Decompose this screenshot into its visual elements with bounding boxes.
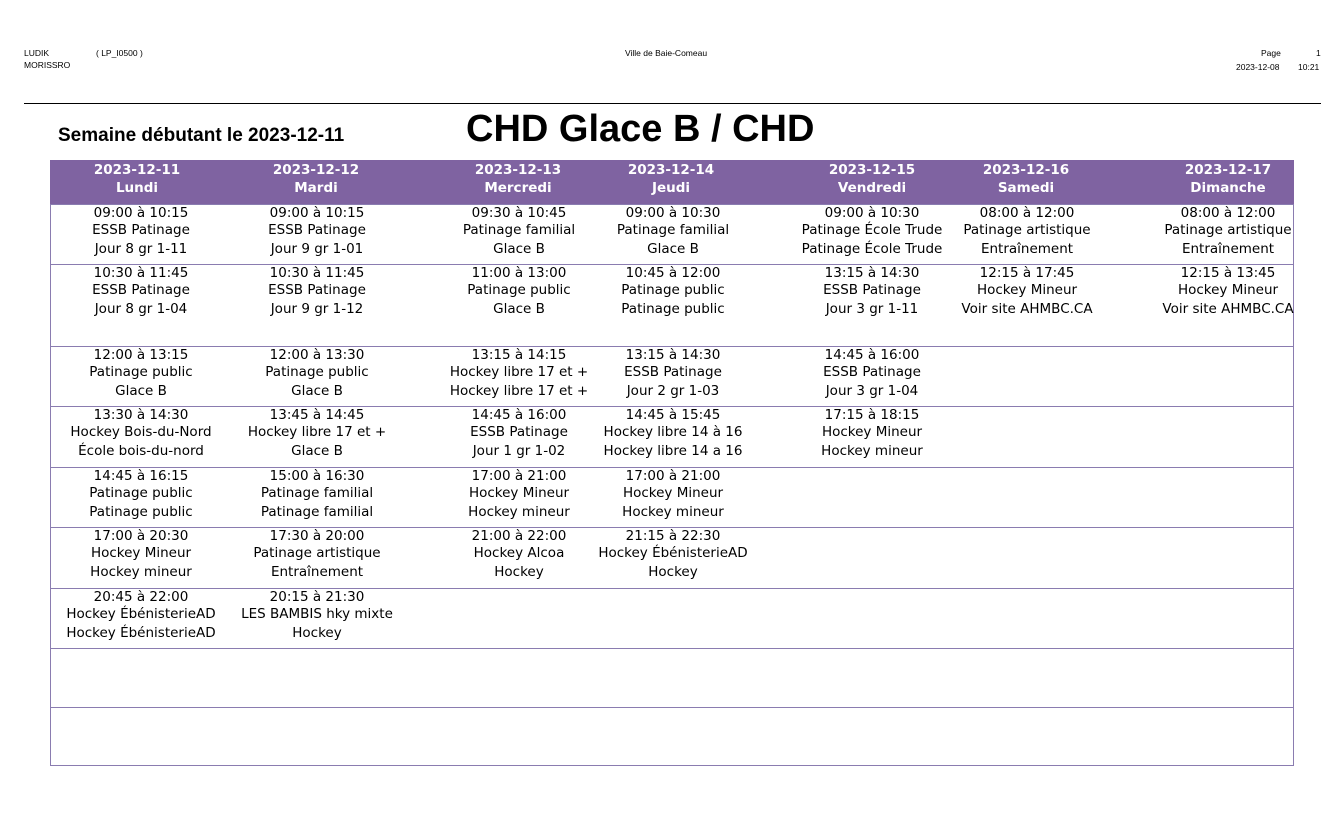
day-name: Jeudi	[651, 180, 691, 196]
day-name: Lundi	[115, 180, 159, 196]
entry-activity: Hockey Bois-du-Nord	[70, 424, 212, 440]
entry-time: 13:15 à 14:30	[625, 347, 721, 363]
entry-time: 09:00 à 10:15	[93, 205, 189, 221]
entry-detail: Hockey mineur	[468, 504, 570, 520]
schedule-entry	[53, 407, 229, 460]
entry-detail: Glace B	[493, 241, 545, 257]
schedule-entry	[1140, 205, 1316, 258]
schedule-entry	[939, 265, 1115, 318]
day-name: Samedi	[997, 180, 1055, 196]
entry-detail: Jour 8 gr 1-11	[94, 241, 188, 257]
entry-activity: Patinage artistique	[1164, 222, 1292, 238]
entry-activity: Patinage familial	[260, 485, 374, 501]
entry-detail: Patinage public	[621, 301, 725, 317]
day-date: 2023-12-11	[93, 162, 181, 178]
entry-activity: Hockey ÉbénisterieAD	[598, 545, 748, 561]
entry-activity: ESSB Patinage	[823, 364, 921, 380]
schedule-entry	[585, 265, 761, 318]
entry-activity: Hockey Mineur	[622, 485, 724, 501]
schedule-entry	[53, 528, 229, 581]
entry-activity: Patinage artistique	[963, 222, 1091, 238]
page-label: Page	[1261, 48, 1281, 58]
entry-time: 17:30 à 20:00	[269, 528, 365, 544]
entry-activity: ESSB Patinage	[624, 364, 722, 380]
entry-activity: ESSB Patinage	[92, 222, 190, 238]
entry-time: 13:30 à 14:30	[93, 407, 189, 423]
entry-activity: Patinage familial	[616, 222, 730, 238]
day-header-jeudi	[601, 161, 741, 197]
entry-time: 17:00 à 20:30	[93, 528, 189, 544]
print-date: 2023-12-08	[1236, 62, 1280, 72]
entry-detail: Hockey	[494, 564, 544, 580]
schedule-entry	[53, 265, 229, 318]
entry-time: 21:15 à 22:30	[625, 528, 721, 544]
schedule-entry	[229, 407, 405, 460]
entry-detail: Entraînement	[980, 241, 1074, 257]
entry-activity: Patinage public	[265, 364, 369, 380]
entry-detail: Hockey libre 17 et +	[449, 383, 589, 399]
entry-detail: Patinage public	[89, 504, 193, 520]
day-date: 2023-12-15	[828, 162, 916, 178]
entry-time: 12:00 à 13:30	[269, 347, 365, 363]
entry-detail: Hockey mineur	[821, 443, 923, 459]
entry-detail: Hockey	[292, 625, 342, 641]
entry-time: 12:15 à 13:45	[1180, 265, 1276, 281]
week-label: Semaine débutant le 2023-12-11	[58, 125, 345, 146]
entry-activity: Patinage École Trude	[801, 222, 943, 238]
entry-time: 12:15 à 17:45	[979, 265, 1075, 281]
entry-detail: Entraînement	[1181, 241, 1275, 257]
user-name: MORISSRO	[24, 60, 71, 70]
entry-time: 09:00 à 10:30	[625, 205, 721, 221]
entry-time: 11:00 à 13:00	[471, 265, 567, 281]
facility-title: CHD Glace B / CHD	[466, 108, 815, 150]
entry-detail: Hockey ÉbénisterieAD	[66, 625, 216, 641]
entry-activity: Hockey Mineur	[1177, 282, 1279, 298]
entry-detail: Hockey mineur	[90, 564, 192, 580]
schedule-entry	[431, 528, 607, 581]
entry-detail: Glace B	[291, 383, 343, 399]
entry-detail: Jour 3 gr 1-04	[825, 383, 919, 399]
entry-time: 14:45 à 16:15	[93, 468, 189, 484]
schedule-entry	[229, 468, 405, 521]
schedule-entry	[431, 468, 607, 521]
entry-activity: Hockey Mineur	[821, 424, 923, 440]
entry-activity: Hockey Alcoa	[473, 545, 565, 561]
day-header-mercredi	[448, 161, 588, 197]
entry-detail: Jour 3 gr 1-11	[825, 301, 919, 317]
header-divider	[24, 103, 1321, 104]
schedule-entry	[585, 407, 761, 460]
schedule-entry	[229, 589, 405, 642]
entry-time: 10:45 à 12:00	[625, 265, 721, 281]
day-header-mardi	[246, 161, 386, 197]
entry-activity: Hockey Mineur	[90, 545, 192, 561]
entry-detail: Patinage familial	[260, 504, 374, 520]
row-divider	[50, 648, 1294, 649]
schedule-entry	[431, 205, 607, 258]
entry-time: 09:30 à 10:45	[471, 205, 567, 221]
entry-detail: Glace B	[493, 301, 545, 317]
entry-detail: Entraînement	[270, 564, 364, 580]
report-code: ( LP_I0500 )	[96, 48, 143, 58]
entry-activity: ESSB Patinage	[268, 222, 366, 238]
entry-activity: LES BAMBIS hky mixte	[241, 606, 393, 622]
schedule-entry	[585, 528, 761, 581]
entry-detail: Voir site AHMBC.CA	[1162, 301, 1294, 317]
entry-time: 14:45 à 16:00	[824, 347, 920, 363]
schedule-entry	[229, 205, 405, 258]
entry-detail: Glace B	[291, 443, 343, 459]
row-divider	[50, 707, 1294, 708]
entry-detail: Patinage École Trude	[801, 241, 943, 257]
entry-time: 21:00 à 22:00	[471, 528, 567, 544]
entry-time: 17:15 à 18:15	[824, 407, 920, 423]
entry-detail: Jour 2 gr 1-03	[626, 383, 720, 399]
schedule-entry	[784, 265, 960, 318]
schedule-entry	[53, 468, 229, 521]
page-number: 1	[1316, 48, 1321, 58]
schedule-entry	[431, 265, 607, 318]
entry-detail: Voir site AHMBC.CA	[961, 301, 1093, 317]
entry-activity: Patinage public	[89, 364, 193, 380]
entry-time: 17:00 à 21:00	[471, 468, 567, 484]
entry-activity: Hockey Mineur	[468, 485, 570, 501]
entry-detail: Hockey mineur	[622, 504, 724, 520]
entry-activity: Patinage public	[89, 485, 193, 501]
entry-time: 10:30 à 11:45	[269, 265, 365, 281]
schedule-entry	[229, 528, 405, 581]
entry-activity: ESSB Patinage	[268, 282, 366, 298]
organization-name: Ville de Baie-Comeau	[625, 48, 708, 58]
entry-detail: Jour 9 gr 1-12	[270, 301, 364, 317]
schedule-entry	[53, 347, 229, 400]
entry-detail: Jour 1 gr 1-02	[472, 443, 566, 459]
schedule-entry	[431, 347, 607, 400]
entry-time: 09:00 à 10:30	[824, 205, 920, 221]
entry-time: 14:45 à 15:45	[625, 407, 721, 423]
day-name: Vendredi	[837, 180, 907, 196]
entry-activity: Hockey libre 14 à 16	[603, 424, 743, 440]
entry-time: 13:45 à 14:45	[269, 407, 365, 423]
entry-activity: Hockey libre 17 et +	[449, 364, 589, 380]
entry-detail: École bois-du-nord	[78, 443, 204, 459]
entry-time: 13:15 à 14:15	[471, 347, 567, 363]
entry-time: 08:00 à 12:00	[1180, 205, 1276, 221]
entry-activity: Patinage artistique	[253, 545, 381, 561]
entry-time: 13:15 à 14:30	[824, 265, 920, 281]
schedule-entry	[53, 589, 229, 642]
day-header-samedi	[956, 161, 1096, 197]
schedule-entry	[784, 347, 960, 400]
entry-time: 09:00 à 10:15	[269, 205, 365, 221]
schedule-entry	[1140, 265, 1316, 318]
print-time: 10:21	[1298, 62, 1320, 72]
entry-time: 12:00 à 13:15	[93, 347, 189, 363]
day-date: 2023-12-13	[474, 162, 562, 178]
entry-detail: Hockey	[648, 564, 698, 580]
entry-activity: ESSB Patinage	[470, 424, 568, 440]
day-date: 2023-12-14	[627, 162, 715, 178]
entry-activity: Hockey ÉbénisterieAD	[66, 606, 216, 622]
entry-time: 20:45 à 22:00	[93, 589, 189, 605]
entry-time: 14:45 à 16:00	[471, 407, 567, 423]
entry-activity: Hockey libre 17 et +	[247, 424, 387, 440]
entry-activity: ESSB Patinage	[823, 282, 921, 298]
day-header-dimanche	[1158, 161, 1298, 197]
entry-activity: ESSB Patinage	[92, 282, 190, 298]
entry-activity: Patinage public	[467, 282, 571, 298]
entry-activity: Hockey Mineur	[976, 282, 1078, 298]
day-header-lundi	[67, 161, 207, 197]
schedule-entry	[431, 407, 607, 460]
schedule-entry	[784, 205, 960, 258]
schedule-entry	[784, 407, 960, 460]
entry-time: 17:00 à 21:00	[625, 468, 721, 484]
schedule-entry	[939, 205, 1115, 258]
entry-detail: Glace B	[115, 383, 167, 399]
day-name: Dimanche	[1190, 180, 1266, 196]
entry-detail: Jour 9 gr 1-01	[270, 241, 364, 257]
day-name: Mercredi	[484, 180, 552, 196]
schedule-entry	[53, 205, 229, 258]
entry-activity: Patinage familial	[462, 222, 576, 238]
day-header-vendredi	[802, 161, 942, 197]
entry-time: 15:00 à 16:30	[269, 468, 365, 484]
entry-detail: Jour 8 gr 1-04	[94, 301, 188, 317]
schedule-entry	[585, 205, 761, 258]
schedule-entry	[229, 347, 405, 400]
schedule-entry	[229, 265, 405, 318]
entry-time: 08:00 à 12:00	[979, 205, 1075, 221]
day-name: Mardi	[294, 180, 338, 196]
schedule-entry	[585, 468, 761, 521]
entry-detail: Hockey libre 14 a 16	[603, 443, 743, 459]
app-name: LUDIK	[24, 48, 50, 58]
day-date: 2023-12-16	[982, 162, 1070, 178]
entry-time: 10:30 à 11:45	[93, 265, 189, 281]
entry-detail: Glace B	[647, 241, 699, 257]
entry-time: 20:15 à 21:30	[269, 589, 365, 605]
schedule-entry	[585, 347, 761, 400]
entry-activity: Patinage public	[621, 282, 725, 298]
day-date: 2023-12-17	[1184, 162, 1272, 178]
day-date: 2023-12-12	[272, 162, 360, 178]
